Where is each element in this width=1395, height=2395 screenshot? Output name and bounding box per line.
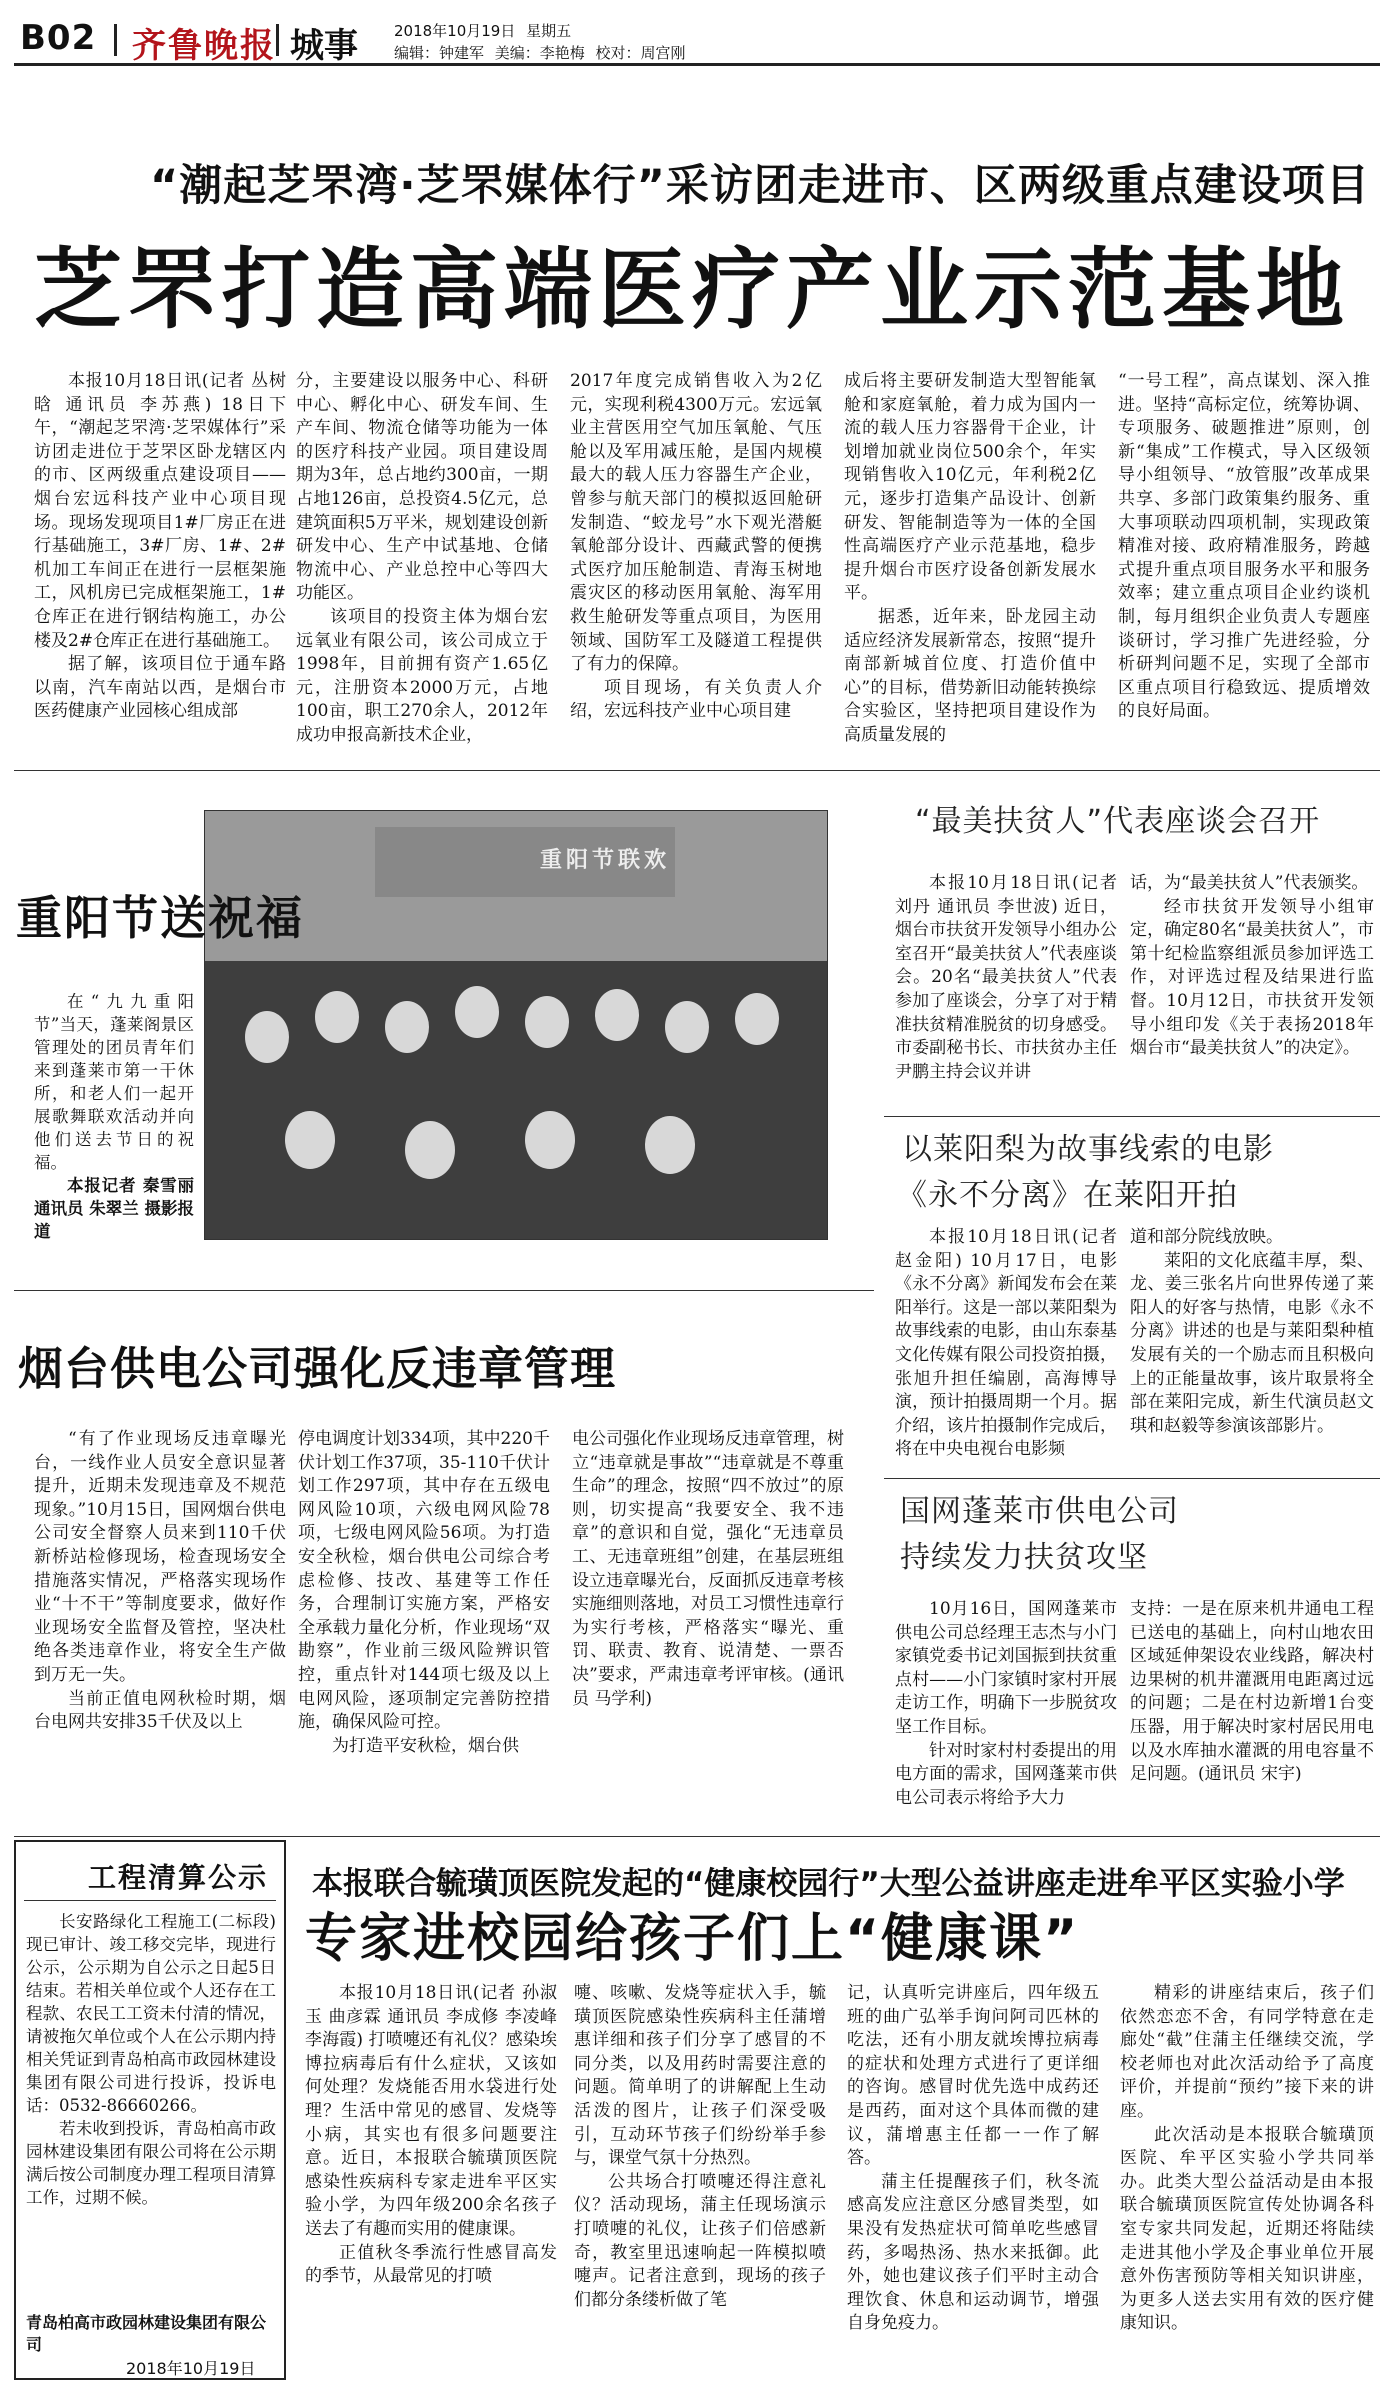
fupin-headline: “最美扶贫人”代表座谈会召开 [915, 804, 1321, 839]
paragraph: 话，为“最美扶贫人”代表颁奖。 [1130, 873, 1369, 893]
paragraph: 支持：一是在原来机井通电工程已送电的基础上，向村山地农田区域延伸架设农业线路，解决村边果树的机井灌溉用电距离过远的问题；二是在村边新增1台变压器，用于解决时家村居民用电以及水库抽水灌溉的用电容量不足问题。(通讯员 宋宇) [1130, 1599, 1374, 1785]
paragraph: 记，认真听完讲座后，四年级五班的曲广弘举手询问阿司匹林的吃法，还有小朋友就埃博拉病毒的症状和处理方式进行了更详细的咨询。感冒时优先选中成药还是西药，面对这个具体而微的建议，蒲增惠主任都一一作了解答。 [847, 1983, 1099, 2169]
penglai-headline-line1: 国网蓬莱市供电公司 [900, 1494, 1179, 1529]
chongyang-body [34, 990, 194, 1260]
paragraph: 蒲主任提醒孩子们，秋冬流感高发应注意区分感冒类型，如果没有发热症状可简单吃些感冒药，多喝热汤、热水来抵御。此外，她也建议孩子们平时主动合理饮食、休息和运动调节，增强自身免疫力。 [847, 2171, 1099, 2334]
section-divider [14, 1836, 1380, 1837]
paragraph: 电公司强化作业现场反违章管理，树立“违章就是事故”“违章就是不尊重生命”的理念，按照“四不放过”的原则，切实提高“我要安全、我不违章”的意识和自觉，强化“无违章员工、无违章班组”创建，在基层班组设立违章曝光台，反面抓反违章考核实施细则落地，对员工习惯性违章行为实行考核，严格落实“曝光、重罚、联责、教育、说清楚、一票否决”要求，严肃违章考评审核。(通讯员 马学利) [572, 1429, 844, 1709]
section-divider [14, 1290, 874, 1291]
photo-credit: 本报记者 秦雪丽 通讯员 朱翠兰 摄影报道 [34, 1176, 194, 1241]
lead-headline: 芝罘打造高端医疗产业示范基地 [34, 238, 1351, 341]
notice-divider [24, 1900, 276, 1901]
chongyang-headline: 重阳节送祝福 [16, 891, 304, 945]
photo-person [735, 993, 779, 1045]
paragraph: 公共场合打喷嚏还得注意礼仪？活动现场，蒲主任现场演示打喷嚏的礼仪，让孩子们倍感新奇，教室里迅速响起一阵模拟喷嚏声。记者注意到，现场的孩子们都分条缕析做了笔 [574, 2171, 826, 2310]
health-column-1 [305, 1982, 557, 2382]
paragraph: 长安路绿化工程施工(二标段)现已审计、竣工移交完毕，现进行公示，公示期为自公示之日起5日结束。若相关单位或个人还存在工程款、农民工工资未付清的情况，请被拖欠单位或个人在公示期内持相关凭证到青岛柏高市政园林建设集团有限公司进行投诉，投诉电话：0532-86660266。 [26, 1912, 276, 2115]
movie-headline-line2: 《永不分离》在莱阳开拍 [897, 1178, 1238, 1213]
lead-column-1 [34, 370, 286, 750]
photo-person [595, 989, 639, 1041]
paragraph: 在“九九重阳节”当天，蓬莱阁景区管理处的团员青年们来到蓬莱市第一干休所，和老人们一起开展歌舞联欢活动并向他们送去节日的祝福。 [34, 992, 194, 1172]
lead-column-3 [570, 370, 822, 750]
photo-person [525, 1111, 575, 1169]
paragraph: 本报10月18日讯(记者 刘丹 通讯员 李世波) 近日，烟台市扶贫开发领导小组办公室召开“最美扶贫人”代表座谈会。20名“最美扶贫人”代表参加了座谈会，分享了对于精准扶贫精准脱贫的切身感受。市委副秘书长、市扶贫办主任尹鹏主持会议并讲 [895, 873, 1117, 1082]
section-divider [884, 1478, 1380, 1479]
notice-body [26, 1910, 276, 2310]
paragraph: 停电调度计划334项，其中220千伏计划工作37项，35-110千伏计划工作297项，其中存在五级电网风险10项，六级电网风险78项，七级电网风险56项。为打造安全秋检，烟台供电公司综合考虑检修、技改、基建等工作任务，合理制订实施方案，严格安全承载力量化分析，作业现场“双勘察”，作业前三级风险辨识管控，重点针对144项七级及以上电网风险，逐项制定完善防控措施，确保风险可控。 [298, 1429, 550, 1733]
health-column-2 [574, 1982, 826, 2382]
photo-banner-text: 重阳节联欢 [540, 848, 671, 873]
paragraph: “有了作业现场反违章曝光台，一线作业人员安全意识显著提升，近期未发现违章及不规范现象。”10月15日，国网烟台供电公司安全督察人员来到110千伏新桥站检修现场，检查现场安全措施落实情况，严格落实现场作业“十不干”等制度要求，做好作业现场安全监督及管控，坚决杜绝各类违章作业，将安全生产做到万无一失。 [34, 1429, 286, 1685]
movie-column-2 [1130, 1226, 1374, 1472]
movie-column-1 [895, 1226, 1117, 1472]
masthead-divider [114, 24, 117, 56]
fupin-column-1 [895, 872, 1117, 1112]
section-name: 城事 [290, 26, 358, 66]
paragraph: 道和部分院线放映。 [1130, 1227, 1283, 1247]
yantai-column-3 [572, 1428, 844, 1788]
editor-credits: 编辑：钟建军 美编：李艳梅 校对：周宫刚 [394, 44, 686, 62]
section-divider [14, 770, 1380, 771]
section-divider [884, 1116, 1380, 1117]
page-number: B02 [20, 18, 97, 58]
yantai-power-headline: 烟台供电公司强化反违章管理 [18, 1342, 617, 1395]
penglai-headline-line2: 持续发力扶贫攻坚 [900, 1540, 1148, 1575]
notice-signer: 青岛柏高市政园林建设集团有限公司 [26, 2313, 267, 2354]
photo-person [245, 1011, 289, 1063]
health-column-3 [847, 1982, 1099, 2382]
paragraph: 正值秋冬季流行性感冒高发的季节，从最常见的打喷 [305, 2242, 557, 2287]
paragraph: 据了解，该项目位于通车路以南，汽车南站以西，是烟台市医药健康产业园核心组成部 [34, 654, 286, 722]
paragraph: 当前正值电网秋检时期，烟台电网共安排35千伏及以上 [34, 1688, 286, 1733]
health-headline: 专家进校园给孩子们上“健康课” [305, 1909, 1080, 1969]
photo-person [525, 996, 569, 1048]
photo-person [455, 986, 499, 1038]
paragraph: 本报10月18日讯(记者 丛树晗 通讯员 李苏燕) 18日下午，“潮起芝罘湾·芝罘媒体行”采访团走进位于芝罘区卧龙辖区内的市、区两级重点建设项目——烟台宏远科技产业中心项目现场。现场发现项目1#厂房正在进行基础施工，3#厂房、1#、2#机加工车间正在进行一层框架施工，风机房已完成框架施工，1#仓库正在进行钢结构施工，办公楼及2#仓库正在进行基础施工。 [34, 371, 286, 651]
notice-title: 工程清算公示 [88, 1861, 269, 1894]
yantai-column-1 [34, 1428, 286, 1788]
paragraph: 精彩的讲座结束后，孩子们依然恋恋不舍，有同学特意在走廊处“截”住蒲主任继续交流，学校老师也对此次活动给予了高度评价，并提前“预约”接下来的讲座。 [1120, 1983, 1374, 2121]
paragraph: “一号工程”，高点谋划、深入推进。坚持“高标定位，统筹协调、专项服务、破题推进”原则，创新“集成”工作模式，导入区级领导小组领导、“放管服”改革成果共享、多部门政策集约服务、重大事项联动四项机制，实现政策精准对接、政府精准服务，跨越式提升重点项目服务水平和服务效率；建立重点项目企业约谈机制，每月组织企业负责人专题座谈研讨，学习推广先进经验，分析研判问题不足，实现了全部市区重点项目行稳致远、提质增效的良好局面。 [1118, 371, 1370, 722]
photo-group [205, 961, 828, 1240]
penglai-column-1 [895, 1598, 1117, 1834]
lead-column-2 [296, 370, 548, 750]
paragraph: 2017年度完成销售收入为2亿元，实现利税4300万元。宏远氧业主营医用空气加压氧舱、气压舱以及军用减压舱，是国内规模最大的载人压力容器生产企业，曾参与航天部门的模拟返回舱研发制造、“蛟龙号”水下观光潜艇氧舱部分设计、西藏武警的便携式医疗加压舱制造、青海玉树地震灾区的移动医用氧舱、海军用救生舱研发等重点项目，为医用领域、国防军工及隧道工程提供了有力的保障。 [570, 371, 822, 675]
photo-person [665, 1001, 709, 1053]
masthead [14, 14, 1380, 66]
paragraph: 针对时家村村委提出的用电方面的需求，国网蓬莱市供电公司表示将给予大力 [895, 1740, 1117, 1808]
lead-kicker: “潮起芝罘湾·芝罘媒体行”采访团走进市、区两级重点建设项目 [150, 161, 1370, 211]
paragraph: 分，主要建设以服务中心、科研中心、孵化中心、研发车间、生产车间、物流仓储等功能为一体的医疗科技产业园。项目建设周期为3年，总占地约300亩，一期占地126亩，总投资4.5亿元，总建筑面积5万平米，规划建设创新研发中心、生产中试基地、仓储物流中心、产业总控中心等四大功能区。 [296, 371, 548, 604]
paragraph: 该项目的投资主体为烟台宏远氧业有限公司，该公司成立于1998年，目前拥有资产1.65亿元，注册资本2000万元，占地100亩，职工270余人，2012年成功申报高新技术企业， [296, 606, 548, 745]
fupin-column-2 [1130, 872, 1374, 1112]
paragraph: 嚏、咳嗽、发烧等症状入手，毓璜顶医院感染性疾病科主任蒲增惠详细和孩子们分享了感冒的不同分类，以及用药时需要注意的问题。简单明了的讲解配上生动活泼的图片，让孩子们深受吸引，互动环节孩子们纷纷举手参与，课堂气氛十分热烈。 [574, 1983, 826, 2169]
notice-date: 2018年10月19日 [126, 2359, 256, 2378]
lead-column-4 [844, 370, 1096, 750]
paragraph: 经市扶贫开发领导小组审定，确定80名“最美扶贫人”，市第十纪检监察组派员参加评选工作，对评选过程及结果进行监督。10月12日，市扶贫开发领导小组印发《关于表扬2018年烟台市“最美扶贫人”的决定》。 [1130, 896, 1374, 1059]
penglai-column-2 [1130, 1598, 1374, 1834]
project-settlement-notice [14, 1840, 286, 2380]
paragraph: 本报10月18日讯(记者 孙淑玉 曲彦霖 通讯员 李成修 李凌峰 李海霞) 打喷嚏还有礼仪？感染埃博拉病毒后有什么症状，又该如何处理？发烧能否用水袋进行处理？生活中常见的感冒、发烧等小病，其实也有很多问题要注意。近日，本报联合毓璜顶医院感染性疾病科专家走进牟平区实验小学，为四年级200余名孩子送去了有趣而实用的健康课。 [305, 1983, 557, 2239]
photo-person [645, 1116, 695, 1174]
paragraph: 此次活动是本报联合毓璜顶医院、牟平区实验小学共同举办。此类大型公益活动是由本报联合毓璜顶医院宣传处协调各科室专家共同发起，近期还将陆续走进其他小学及企事业单位开展意外伤害预防等相关知识讲座，为更多人送去实用有效的医疗健康知识。 [1120, 2124, 1374, 2334]
masthead-divider [276, 24, 279, 56]
paragraph: 成后将主要研发制造大型智能氧舱和家庭氧舱，着力成为国内一流的载人压力容器骨干企业，计划增加就业岗位500余个，年实现销售收入10亿元，年利税2亿元，逐步打造集产品设计、创新研发、智能制造等为一体的全国性高端医疗产业示范基地，稳步提升烟台市医疗设备创新发展水平。 [844, 371, 1096, 604]
yantai-column-2 [298, 1428, 550, 1788]
photo-person [405, 1121, 455, 1179]
photo-person [285, 1111, 335, 1169]
movie-headline-line1: 以莱阳梨为故事线索的电影 [902, 1132, 1274, 1167]
photo-person [385, 1001, 429, 1053]
health-column-4 [1120, 1982, 1374, 2382]
paragraph: 若未收到投诉，青岛柏高市政园林建设集团有限公司将在公示期满后按公司制度办理工程项目清算工作，过期不候。 [26, 2119, 276, 2207]
lead-column-5 [1118, 370, 1370, 750]
paragraph: 莱阳的文化底蕴丰厚，梨、龙、姜三张名片向世界传递了莱阳人的好客与热情，电影《永不分离》讲述的也是与莱阳梨种植发展有关的一个励志而且积极向上的正能量故事，该片取景将全部在莱阳完成，新生代演员赵文琪和赵毅等参演该部影片。 [1130, 1250, 1374, 1436]
photo-person [315, 991, 359, 1043]
health-kicker: 本报联合毓璜顶医院发起的“健康校园行”大型公益讲座走进牟平区实验小学 [312, 1866, 1345, 1902]
issue-date: 2018年10月19日 星期五 [394, 22, 572, 40]
newspaper-logo: 齐鲁晚报 [132, 26, 276, 66]
paragraph: 10月16日，国网蓬莱市供电公司总经理王志杰与小门家镇党委书记刘国振到扶贫重点村——小门家镇时家村开展走访工作，明确下一步脱贫攻坚工作目标。 [895, 1599, 1117, 1737]
news-photo [204, 810, 828, 1240]
paragraph: 为打造平安秋检，烟台供 [332, 1735, 519, 1756]
paragraph: 项目现场，有关负责人介绍，宏远科技产业中心项目建 [570, 677, 822, 722]
paragraph: 据悉，近年来，卧龙园主动适应经济发展新常态，按照“提升南部新城首位度、打造价值中心”的目标，借势新旧动能转换综合实验区，坚持把项目建设作为高质量发展的 [844, 606, 1096, 745]
paragraph: 本报10月18日讯(记者 赵金阳) 10月17日，电影《永不分离》新闻发布会在莱阳举行。这是一部以莱阳梨为故事线索的电影，由山东泰基文化传媒有限公司投资拍摄，张旭升担任编剧，高海博导演，预计拍摄周期一个月。据介绍，该片拍摄制作完成后，将在中央电视台电影频 [895, 1227, 1117, 1460]
